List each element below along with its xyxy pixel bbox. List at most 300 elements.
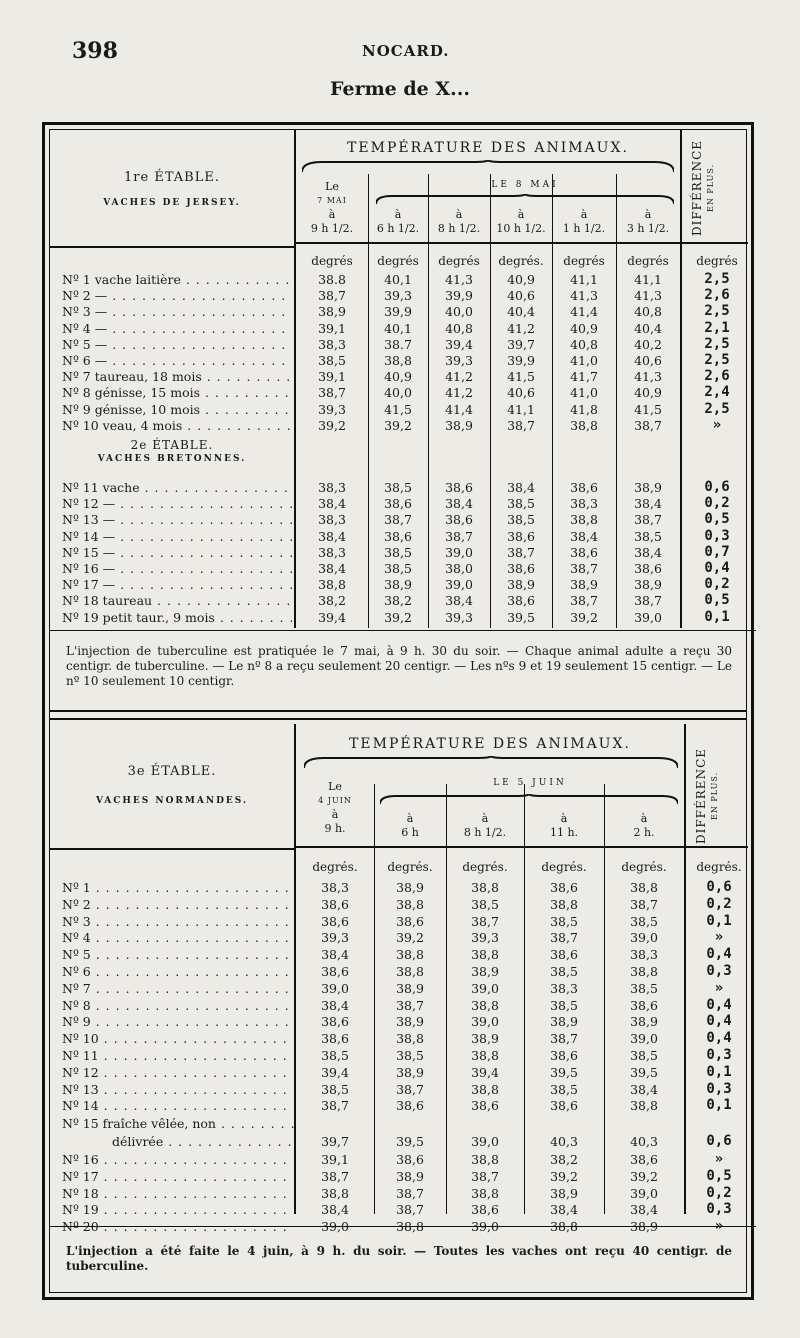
injection-note: L'injection a été faite le 4 juin, à 9 h. du soir. — Toutes les vaches ont reçu 40 centigr. de tuberculine. <box>66 1244 732 1273</box>
date-group-label: LE 5 JUIN <box>493 778 567 788</box>
column-header-line: 7 MAI <box>317 196 347 205</box>
temperature-cell: 40,0 <box>445 304 473 320</box>
difference-cell: 0,3 <box>706 1047 732 1063</box>
temperature-cell: 39,0 <box>630 1185 658 1201</box>
temperature-cell: 38,8 <box>396 1031 424 1047</box>
temperature-cell: 41,4 <box>445 401 473 417</box>
unit-label: degrés <box>438 254 480 268</box>
temperature-cell: 40,6 <box>507 385 535 401</box>
difference-cell: 0,6 <box>704 479 730 495</box>
temperature-cell: 41,1 <box>634 272 662 287</box>
row-label: délivrée . . . <box>112 1134 292 1149</box>
temperature-cell: 38,4 <box>634 544 662 560</box>
temperature-cell: 38,6 <box>396 913 424 929</box>
row-label: Nº 12 . . . <box>62 1065 292 1080</box>
temperature-cell: 39,3 <box>318 401 346 417</box>
temperature-cell: 39,5 <box>630 1064 658 1080</box>
injection-note: L'injection de tuberculine est pratiquée le 7 mai, à 9 h. 30 du soir. — Chaque animal adulte a reçu 30 centigr. de tuberculine. — Le nº 8 a reçu seulement 20 centigr. — Les nºs 9 et 19 seulement 15 centigr. — Le nº 10 seulement 10 centigr. <box>66 644 732 688</box>
temperature-cell: 39,9 <box>445 288 473 304</box>
temperature-cell: 38,6 <box>321 1014 349 1030</box>
temperature-cell: 40,8 <box>634 304 662 320</box>
column-header-line: 8 h 1/2. <box>437 222 481 235</box>
row-label: Nº 8 génisse, 15 mois . . . <box>62 385 292 400</box>
column-header <box>616 208 680 236</box>
table-row <box>50 880 756 895</box>
table-row <box>50 610 756 625</box>
temperature-cell: 38,8 <box>318 577 346 593</box>
temperature-cell: 38,6 <box>321 913 349 929</box>
temperature-cell: 38,5 <box>507 496 535 512</box>
temperature-cell: 38,6 <box>630 997 658 1013</box>
table-row <box>50 337 756 352</box>
temperature-cell: 41,2 <box>445 385 473 401</box>
temperature-cell: 38,5 <box>630 913 658 929</box>
temperature-cell: 38,4 <box>321 947 349 963</box>
row-label: Nº 19 petit taur., 9 mois . . . <box>62 610 292 625</box>
temperature-cell: 38,6 <box>550 1098 578 1114</box>
difference-cell: » <box>714 1151 724 1167</box>
table-row <box>50 897 756 912</box>
row-label: Nº 10 . . . <box>62 1031 292 1046</box>
row-label: Nº 3 . . . <box>62 914 292 929</box>
table-frame <box>42 122 754 1300</box>
table-row <box>50 272 756 287</box>
temperature-cell: 38,4 <box>507 480 535 495</box>
temperature-cell: 38,6 <box>570 480 598 495</box>
temperature-cell: 38,8 <box>570 417 598 433</box>
temperature-cell: 38,7 <box>550 930 578 946</box>
difference-cell: 2,6 <box>704 368 730 385</box>
temperature-cell: 39,0 <box>321 980 349 996</box>
table-row <box>50 981 756 996</box>
temperature-cell: 38,4 <box>318 496 346 512</box>
column-header-line: 6 h 1/2. <box>376 222 420 235</box>
temperature-cell: 38,5 <box>321 1048 349 1063</box>
temperature-cell: 39,5 <box>507 609 535 625</box>
column-header-line: 9 h 1/2. <box>310 222 354 235</box>
date-group-label: LE 8 MAI <box>491 180 559 190</box>
row-label: Nº 1 vache laitière . . . <box>62 272 292 287</box>
unit-label: degrés. <box>621 860 667 874</box>
temperature-cell: 38,8 <box>471 1081 499 1097</box>
temperature-cell: 38,5 <box>634 528 662 544</box>
temperature-cell: 41,2 <box>507 320 535 336</box>
temperature-cell: 39,0 <box>445 544 473 560</box>
row-label: Nº 14 — . . . <box>62 529 292 544</box>
temperature-cell: 39,7 <box>321 1134 349 1149</box>
difference-cell: 0,7 <box>704 543 730 560</box>
temperature-cell: 41,5 <box>384 401 412 417</box>
column-header-line: 6 h <box>401 826 419 839</box>
header-brace <box>302 160 674 174</box>
temperature-cell: 38,4 <box>445 593 473 609</box>
row-label: Nº 6 — . . . <box>62 353 292 368</box>
temperature-cell: 38,7 <box>630 896 658 912</box>
temperature-cell: 38,8 <box>384 353 412 368</box>
temperature-cell: 38,9 <box>570 577 598 593</box>
note-rule <box>50 630 756 631</box>
temperature-cell: 38,6 <box>507 593 535 609</box>
unit-row <box>50 860 750 876</box>
header-brace <box>304 756 678 770</box>
table-row <box>50 529 756 544</box>
row-label: Nº 11 vache . . . <box>62 480 292 495</box>
temperature-cell: 40,8 <box>570 336 598 352</box>
row-label: Nº 9 génisse, 10 mois . . . <box>62 402 292 417</box>
temperature-cell: 38,4 <box>630 1081 658 1097</box>
difference-cell: 0,1 <box>706 912 732 929</box>
difference-header-main: DIFFÉRENCE <box>690 140 704 237</box>
temperature-cell: 41,3 <box>445 272 473 287</box>
temperature-cell: 41,8 <box>570 401 598 417</box>
temperature-cell: 38,4 <box>634 496 662 512</box>
table-row <box>50 947 756 962</box>
header-rule-left <box>50 246 294 248</box>
difference-cell: 0,5 <box>704 511 730 528</box>
table-row <box>50 353 756 368</box>
temperature-cell: 38,8 <box>630 1098 658 1114</box>
temperature-cell: 39,4 <box>471 1064 499 1080</box>
temperature-cell: 38,6 <box>550 880 578 895</box>
temperature-cell: 38,3 <box>318 480 346 495</box>
temperature-cell: 38,7 <box>384 512 412 528</box>
temperature-cell: 40,9 <box>384 369 412 385</box>
column-header-line: à <box>328 208 336 221</box>
column-header-line: à <box>331 808 339 821</box>
column-header-line: Le <box>328 780 342 793</box>
difference-cell: 0,4 <box>706 1013 732 1030</box>
temperature-cell: 38,4 <box>318 561 346 576</box>
temperature-cell: 38,0 <box>445 561 473 576</box>
temperature-cell: 39,2 <box>384 417 412 433</box>
temperature-cell: 39,9 <box>384 304 412 320</box>
temperature-cell: 38,4 <box>318 528 346 544</box>
column-header-line: 9 h. <box>324 822 346 835</box>
temperature-cell: 38,5 <box>318 353 346 368</box>
difference-cell: 0,3 <box>706 1080 732 1097</box>
row-label: Nº 2 — . . . <box>62 288 292 303</box>
table-row <box>50 545 756 560</box>
column-header-line: 4 JUIN <box>318 796 352 805</box>
temperature-cell: 39,2 <box>396 930 424 946</box>
temperature-cell: 38,6 <box>630 1152 658 1167</box>
difference-header <box>690 136 732 240</box>
etable-title: 1re ÉTABLE. <box>124 170 220 185</box>
unit-label: degrés <box>311 254 353 268</box>
difference-cell: 0,3 <box>706 963 732 979</box>
temperature-cell: 38,7 <box>570 593 598 609</box>
temperature-cell: 38,7 <box>321 1098 349 1114</box>
difference-cell: 2,5 <box>704 352 730 368</box>
breed-title: VACHES NORMANDES. <box>95 796 249 806</box>
difference-cell: » <box>714 929 724 946</box>
header-rule <box>296 846 748 848</box>
temperature-cell: 40,1 <box>384 320 412 336</box>
temperature-cell: 38,6 <box>507 528 535 544</box>
temperature-cell: 38,7 <box>634 593 662 609</box>
temperature-cell: 39,3 <box>471 930 499 946</box>
temperature-cell: 41,1 <box>570 272 598 287</box>
row-label: Nº 13 . . . <box>62 1082 292 1097</box>
temperature-cell: 38,9 <box>630 1014 658 1030</box>
temperature-cell: 38,9 <box>396 1064 424 1080</box>
temperature-cell: 38,6 <box>384 496 412 512</box>
temperature-cell: 38,8 <box>471 997 499 1013</box>
temperature-cell: 38,5 <box>550 997 578 1013</box>
temperature-cell: 41,5 <box>507 369 535 385</box>
table-row <box>50 1098 756 1113</box>
temperature-cell: 38,4 <box>630 1202 658 1218</box>
difference-cell: 0,2 <box>704 495 730 512</box>
temperature-cell: 38,8 <box>321 1185 349 1201</box>
temperature-cell: 38,6 <box>570 544 598 560</box>
difference-cell: 0,6 <box>706 879 732 895</box>
temperature-cell: 39,2 <box>570 609 598 625</box>
column-header <box>296 780 374 836</box>
temperature-cell: 41,3 <box>634 369 662 385</box>
table-row <box>50 1152 756 1167</box>
temperature-cell: 39,7 <box>507 336 535 352</box>
temperature-cell: 38,7 <box>471 913 499 929</box>
column-header-line: Le <box>325 180 339 193</box>
temperature-cell: 38,8 <box>630 880 658 895</box>
temperature-cell: 40,6 <box>507 288 535 304</box>
temperature-cell: 38,7 <box>318 385 346 401</box>
temperature-cell: 38,7 <box>471 1168 499 1184</box>
temperature-cell: 39,0 <box>471 980 499 996</box>
temperature-title: TEMPÉRATURE DES ANIMAUX. <box>349 736 631 752</box>
table-row <box>50 1116 756 1131</box>
difference-cell: 0,1 <box>706 1097 732 1114</box>
temperature-cell: 39,0 <box>321 1219 349 1235</box>
temperature-cell: 38,7 <box>634 417 662 433</box>
temperature-cell: 40,6 <box>634 353 662 368</box>
column-header <box>428 208 490 236</box>
temperature-cell: 38,6 <box>396 1152 424 1167</box>
temperature-cell: 38,2 <box>384 593 412 609</box>
temperature-cell: 38,9 <box>471 1031 499 1047</box>
column-header <box>368 208 428 236</box>
table-row <box>50 1134 756 1149</box>
row-label: Nº 17 . . . <box>62 1169 292 1184</box>
header-rule <box>296 242 748 244</box>
table-normandes <box>50 720 746 1294</box>
temperature-cell: 40,9 <box>570 320 598 336</box>
column-header-line: à <box>394 208 402 221</box>
difference-header <box>694 744 736 848</box>
temperature-cell: 38,6 <box>471 1098 499 1114</box>
row-label: Nº 1 . . . <box>62 880 292 895</box>
temperature-cell: 38,8 <box>550 896 578 912</box>
column-header-line: 8 h 1/2. <box>463 826 507 839</box>
temperature-cell: 40,2 <box>634 336 662 352</box>
column-header-line: à <box>406 812 414 825</box>
temperature-cell: 39,3 <box>321 930 349 946</box>
column-header-line: à <box>481 812 489 825</box>
difference-cell: 2,1 <box>704 319 730 336</box>
table-row <box>50 1048 756 1063</box>
temperature-cell: 38,6 <box>384 528 412 544</box>
row-label: Nº 6 . . . <box>62 964 292 979</box>
document-title: Ferme de X... <box>330 78 470 100</box>
temperature-cell: 38,6 <box>550 947 578 963</box>
column-header-line: 11 h. <box>549 826 579 839</box>
page-header <box>72 38 740 68</box>
temperature-cell: 38,2 <box>318 593 346 609</box>
row-label: Nº 11 . . . <box>62 1048 292 1063</box>
temperature-cell: 38,8 <box>471 1185 499 1201</box>
inner-frame <box>49 129 747 1293</box>
difference-cell: 0,4 <box>706 1030 732 1047</box>
temperature-cell: 39,0 <box>471 1014 499 1030</box>
difference-cell: » <box>712 416 722 433</box>
temperature-cell: 38,3 <box>318 544 346 560</box>
temperature-cell: 38,5 <box>550 1081 578 1097</box>
temperature-cell: 39,0 <box>630 1031 658 1047</box>
subsection-breed: VACHES BRETONNES. <box>97 454 247 464</box>
table-row <box>50 1014 756 1029</box>
table-row <box>50 930 756 945</box>
unit-label: degrés. <box>462 860 508 874</box>
temperature-cell: 38,7 <box>318 288 346 304</box>
subsection-title: 2e ÉTABLE. <box>130 438 214 452</box>
temperature-cell: 38,7 <box>396 1081 424 1097</box>
temperature-cell: 38,7 <box>507 544 535 560</box>
table-row <box>50 1065 756 1080</box>
temperature-cell: 38,9 <box>634 577 662 593</box>
temperature-cell: 38,6 <box>550 1048 578 1063</box>
temperature-cell: 38,8 <box>396 964 424 979</box>
table-row <box>50 577 756 592</box>
temperature-cell: 40,3 <box>550 1134 578 1149</box>
table-row <box>50 288 756 303</box>
temperature-cell: 41,3 <box>634 288 662 304</box>
row-label: Nº 7 . . . <box>62 981 292 996</box>
running-head: NOCARD. <box>362 42 450 60</box>
temperature-cell: 38,8 <box>396 947 424 963</box>
difference-cell: 0,1 <box>706 1063 732 1080</box>
difference-cell: 0,4 <box>704 560 730 576</box>
temperature-cell: 38,8 <box>396 896 424 912</box>
temperature-cell: 38,3 <box>318 336 346 352</box>
difference-cell: 2,6 <box>704 287 730 304</box>
row-label: Nº 20 . . . <box>62 1219 292 1234</box>
temperature-cell: 38,2 <box>550 1152 578 1167</box>
temperature-cell: 38,5 <box>630 980 658 996</box>
difference-cell: 0,5 <box>704 592 730 609</box>
temperature-cell: 38,5 <box>471 896 499 912</box>
difference-cell: » <box>714 1218 724 1235</box>
temperature-cell: 40,9 <box>507 272 535 287</box>
temperature-cell: 38,8 <box>396 1219 424 1235</box>
temperature-cell: 38,7 <box>396 1185 424 1201</box>
difference-cell: 2,5 <box>704 303 730 320</box>
temperature-cell: 39,0 <box>630 930 658 946</box>
temperature-cell: 39,1 <box>321 1152 349 1167</box>
row-label: Nº 3 — . . . <box>62 304 292 319</box>
temperature-cell: 38,6 <box>445 512 473 528</box>
column-header-line: 2 h. <box>633 826 655 839</box>
table-row <box>50 964 756 979</box>
row-label: Nº 4 — . . . <box>62 321 292 336</box>
table-row <box>50 914 756 929</box>
temperature-cell: 38,6 <box>471 1202 499 1218</box>
row-label: Nº 4 . . . <box>62 930 292 945</box>
temperature-cell: 39,3 <box>384 288 412 304</box>
row-label: Nº 12 — . . . <box>62 496 292 511</box>
temperature-cell: 38.8 <box>318 272 346 287</box>
temperature-cell: 38,9 <box>396 880 424 895</box>
difference-cell: 0,3 <box>704 527 730 544</box>
temperature-cell: 38,9 <box>396 1014 424 1030</box>
temperature-cell: 38,5 <box>384 480 412 495</box>
unit-label: degrés. <box>312 860 358 874</box>
temperature-cell: 40,9 <box>634 385 662 401</box>
header-rule-left <box>50 848 294 850</box>
row-label: Nº 10 veau, 4 mois . . . <box>62 418 292 433</box>
difference-cell: 0,2 <box>704 576 730 593</box>
temperature-cell: 38,5 <box>396 1048 424 1063</box>
table-row <box>50 1031 756 1046</box>
temperature-cell: 40,8 <box>445 320 473 336</box>
temperature-cell: 38.7 <box>384 336 412 352</box>
temperature-cell: 39,3 <box>445 353 473 368</box>
row-label: Nº 16 — . . . <box>62 561 292 576</box>
difference-cell: 0,6 <box>706 1133 732 1149</box>
table-row <box>50 369 756 384</box>
table-row <box>50 593 756 608</box>
unit-label: degrés <box>627 254 669 268</box>
temperature-cell: 39,0 <box>634 609 662 625</box>
temperature-cell: 38,5 <box>550 964 578 979</box>
temperature-cell: 39,2 <box>318 417 346 433</box>
temperature-cell: 41,0 <box>570 353 598 368</box>
temperature-cell: 38,9 <box>550 1014 578 1030</box>
table-row <box>50 418 756 433</box>
temperature-cell: 41,0 <box>570 385 598 401</box>
table-row <box>50 1202 756 1217</box>
temperature-cell: 39,4 <box>445 336 473 352</box>
difference-cell: » <box>714 979 724 996</box>
temperature-cell: 38,4 <box>570 528 598 544</box>
column-header-line: 3 h 1/2. <box>626 222 670 235</box>
difference-cell: 0,4 <box>706 946 732 963</box>
table-row <box>50 385 756 400</box>
temperature-cell: 41,4 <box>570 304 598 320</box>
temperature-cell: 38,7 <box>634 512 662 528</box>
temperature-title: TEMPÉRATURE DES ANIMAUX. <box>347 140 629 156</box>
note-rule <box>50 1226 756 1227</box>
difference-cell: 2,5 <box>704 335 730 352</box>
difference-cell: 0,2 <box>706 1184 732 1201</box>
difference-header-sub: EN PLUS. <box>706 163 715 213</box>
temperature-cell: 40,3 <box>630 1134 658 1149</box>
row-label: Nº 5 . . . <box>62 947 292 962</box>
etable-title: 3e ÉTABLE. <box>127 764 217 779</box>
temperature-cell: 38,4 <box>445 496 473 512</box>
temperature-cell: 39,5 <box>396 1134 424 1149</box>
temperature-cell: 38,7 <box>396 1202 424 1218</box>
difference-cell: 0,1 <box>704 608 730 625</box>
temperature-cell: 38,8 <box>471 1152 499 1167</box>
temperature-cell: 38,7 <box>321 1168 349 1184</box>
row-label: Nº 8 . . . <box>62 998 292 1013</box>
temperature-cell: 38,5 <box>384 561 412 576</box>
temperature-cell: 41,1 <box>507 401 535 417</box>
row-label: Nº 7 taureau, 18 mois . . . <box>62 369 292 384</box>
column-header <box>490 208 552 236</box>
temperature-cell: 39,4 <box>318 609 346 625</box>
